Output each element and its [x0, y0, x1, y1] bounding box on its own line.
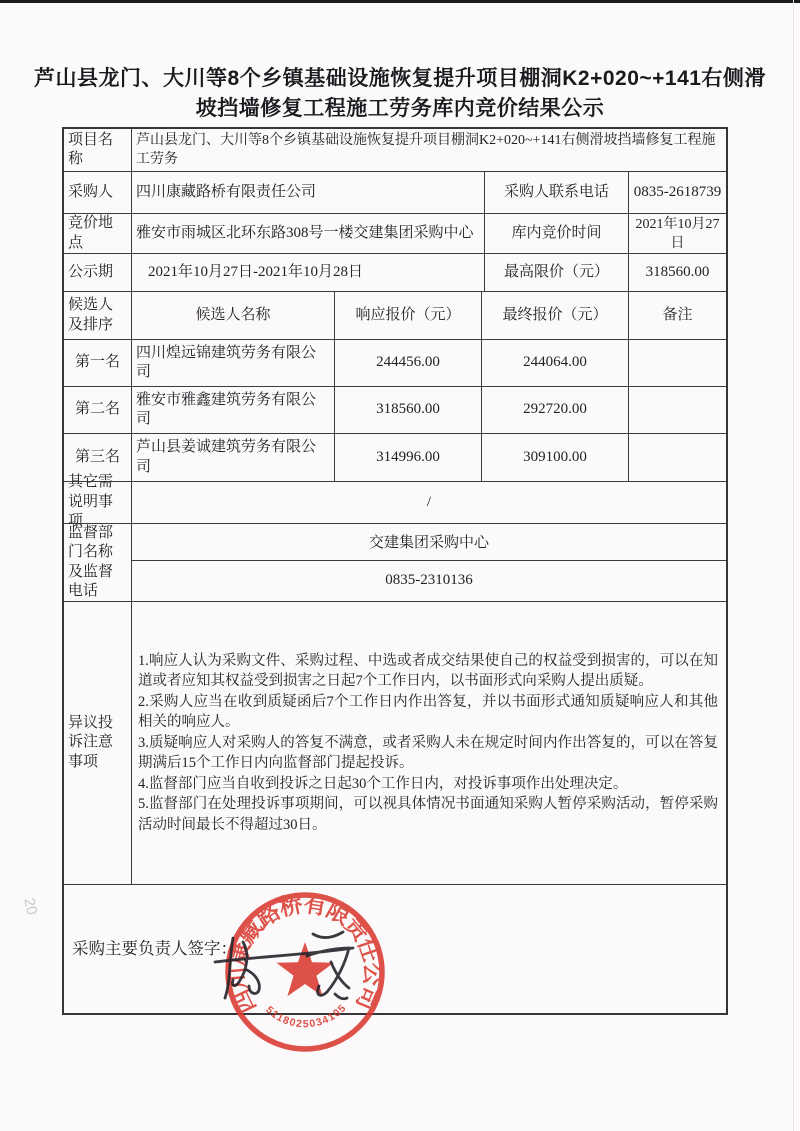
row-objection-notes — [64, 602, 726, 885]
max-price-label: 最高限价（元） — [485, 254, 629, 291]
row-candidates-header — [64, 292, 726, 340]
objection-item-4: 4.监督部门应当自收到投诉之日起30个工作日内，对投诉事项作出处理决定。 — [138, 775, 628, 792]
supervision-phone: 0835-2310136 — [385, 572, 473, 588]
candidate-name-cell: 芦山县姜诚建筑劳务有限公司 — [132, 434, 335, 481]
objection-item-5: 5.监督部门在处理投诉事项期间，可以视具体情况书面通知采购人暂停采购活动，暂停采购活动时间最长不得超过30日。 — [138, 796, 718, 833]
signature-label: 采购主要负责人签字： — [72, 939, 237, 959]
supervision-values — [132, 524, 726, 601]
project-name-label: 项目名称 — [64, 129, 132, 171]
other-notes-label: 其它需说明事项 — [64, 482, 132, 523]
max-price-value: 318560.00 — [645, 263, 710, 280]
candidate-name-header: 候选人名称 — [132, 292, 335, 339]
project-name-value: 芦山县龙门、大川等8个乡镇基础设施恢复提升项目棚洞K2+020~+141右侧滑坡挡墙修复工程施工劳务 — [136, 133, 716, 167]
final-price-cell: 244064.00 — [482, 340, 629, 386]
note-cell — [629, 387, 726, 433]
bid-location-value: 雅安市雨城区北环东路308号一楼交建集团采购中心 — [132, 214, 485, 253]
offer-price-header: 响应报价（元） — [335, 292, 482, 339]
offer-price-cell: 314996.00 — [335, 434, 482, 481]
supervision-label: 监督部门名称及监督电话 — [64, 524, 132, 601]
candidate-name-cell: 雅安市雅鑫建筑劳务有限公司 — [132, 387, 335, 433]
final-price-cell: 309100.00 — [482, 434, 629, 481]
supervision-dept: 交建集团采购中心 — [132, 524, 726, 561]
bid-time-label: 库内竞价时间 — [485, 214, 629, 253]
rank-cell: 第一名 — [64, 340, 132, 386]
objection-text — [132, 602, 726, 884]
rank-cell: 第三名 — [64, 434, 132, 481]
seal-company-text: 四川康藏路桥有限责任公司 — [223, 890, 387, 1018]
purchaser-value: 四川康藏路桥有限责任公司 — [132, 172, 485, 213]
bid-location-label: 竞价地点 — [64, 214, 132, 253]
candidate-row-3 — [64, 434, 726, 482]
document-title — [30, 64, 770, 124]
objection-item-3: 3.质疑响应人对采购人的答复不满意，或者采购人未在规定时间内作出答复的，可以在答复期满后15个工作日内向监督部门提起投诉。 — [138, 734, 718, 772]
pencil-margin-note: 20 — [20, 896, 41, 917]
offer-price-cell: 318560.00 — [335, 387, 482, 433]
purchaser-phone-value: 0835-2618739 — [633, 183, 722, 200]
candidate-row-2 — [64, 387, 726, 434]
rank-cell: 第二名 — [64, 387, 132, 433]
objection-label: 异议投诉注意事项 — [64, 602, 132, 884]
note-cell — [629, 434, 726, 481]
offer-price-cell: 244456.00 — [335, 340, 482, 386]
purchaser-label: 采购人 — [64, 172, 132, 213]
candidate-name-cell: 四川煌远锦建筑劳务有限公司 — [132, 340, 335, 386]
purchaser-phone-label: 采购人联系电话 — [485, 172, 629, 213]
final-price-header: 最终报价（元） — [482, 292, 629, 339]
row-signature — [64, 885, 726, 1013]
candidates-group-label: 候选人及排序 — [64, 292, 132, 339]
other-notes-value: / — [426, 493, 432, 510]
note-cell — [629, 340, 726, 386]
row-supervision — [64, 524, 726, 602]
seal-number-text: 5118025034105 — [263, 1001, 350, 1031]
candidate-row-1 — [64, 340, 726, 387]
row-project-name — [64, 129, 726, 172]
row-other-notes — [64, 474, 726, 530]
scan-edge-top — [0, 0, 800, 3]
bid-time-value: 2021年10月27日 — [635, 216, 720, 251]
title-line-1: 芦山县龙门、大川等8个乡镇基础设施恢复提升项目棚洞K2+020~+141右侧滑 — [34, 67, 766, 90]
objection-item-1: 1.响应人认为采购文件、采购过程、中选或者成交结果使自己的权益受到损害的，可以在知道或者应知其权益受到损害之日起7个工作日内，以书面形式向采购人提出质疑。 — [138, 652, 718, 690]
title-line-2: 坡挡墙修复工程施工劳务库内竞价结果公示 — [195, 97, 605, 120]
publicity-value: 2021年10月27日-2021年10月28日 — [132, 254, 485, 291]
row-bid-location — [64, 214, 726, 254]
bid-result-table — [62, 127, 728, 1015]
row-publicity-period — [64, 254, 726, 292]
scan-edge-right — [793, 0, 794, 1131]
publicity-label: 公示期 — [64, 254, 132, 291]
final-price-cell: 292720.00 — [482, 387, 629, 433]
note-header: 备注 — [662, 306, 693, 323]
objection-item-2: 2.采购人应当在收到质疑函后7个工作日内作出答复，并以书面形式通知质疑响应人和其他相关的响应人。 — [138, 693, 718, 731]
row-purchaser — [64, 172, 726, 214]
